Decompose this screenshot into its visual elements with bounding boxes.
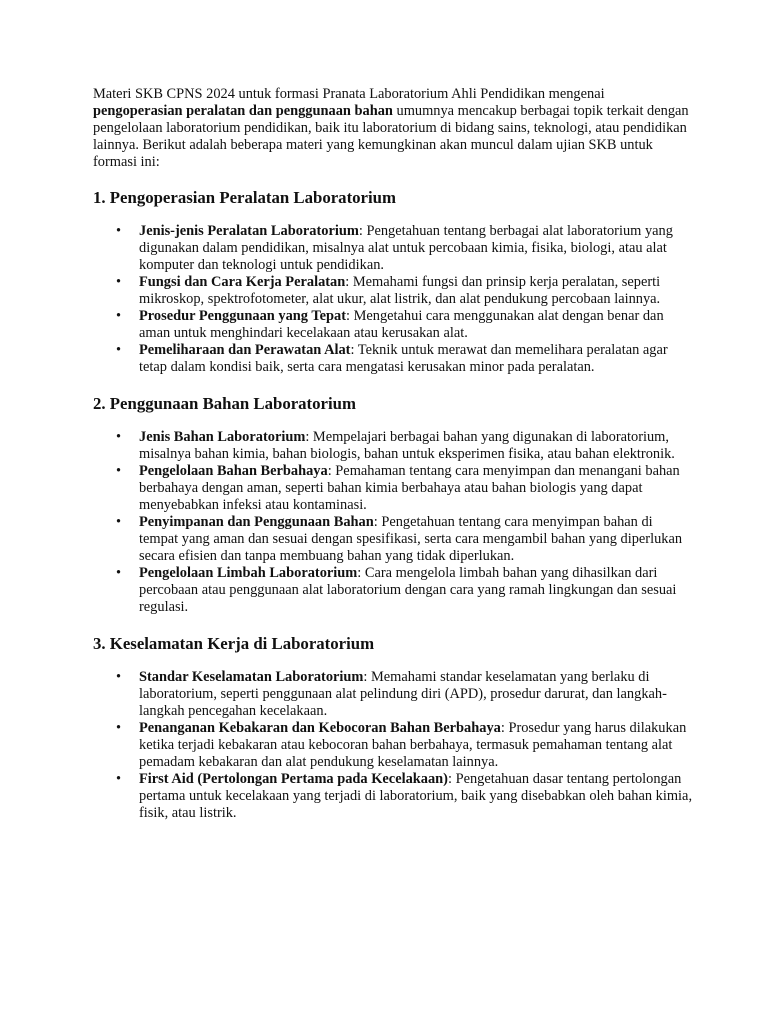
item-term: Penanganan Kebakaran dan Kebocoran Bahan Berbahaya bbox=[139, 720, 501, 736]
item-desc: : Pengetahuan tentang cara menyimpan bahan di tempat yang aman dan sesuai dengan spesifikasi, serta cara mengambil bahan yang diperlukan secara efisien dan tanpa membuang bahan yang tidak diperlukan. bbox=[139, 514, 683, 564]
item-term: Penyimpanan dan Penggunaan Bahan bbox=[139, 514, 374, 530]
section-heading-1: 1. Pengoperasian Peralatan Laboratorium bbox=[93, 188, 396, 207]
section-heading-2: 2. Penggunaan Bahan Laboratorium bbox=[93, 394, 356, 413]
list-item bbox=[116, 463, 693, 514]
bullet-icon: • bbox=[116, 342, 122, 358]
item-desc: : Memahami fungsi dan prinsip kerja peralatan, seperti mikroskop, spektrofotometer, alat ukur, alat listrik, dan alat pendukung percobaan lainnya. bbox=[139, 274, 661, 307]
bullet-icon: • bbox=[116, 223, 122, 239]
item-term: Jenis Bahan Laboratorium bbox=[139, 429, 306, 445]
bullet-icon: • bbox=[116, 771, 122, 787]
item-desc: : Memahami standar keselamatan yang berlaku di laboratorium, seperti penggunaan alat pelindung diri (APD), prosedur darurat, dan langkah-langkah pencegahan kecelakaan. bbox=[139, 669, 667, 719]
item-desc: : Prosedur yang harus dilakukan ketika terjadi kebakaran atau kebocoran bahan berbahaya, termasuk pemahaman tentang alat pemadam kebakaran dan alat pendukung keselamatan lainnya. bbox=[139, 720, 687, 770]
item-term: Prosedur Penggunaan yang Tepat bbox=[139, 308, 346, 324]
section-3-list bbox=[93, 669, 693, 822]
bullet-icon: • bbox=[116, 429, 122, 445]
list-item bbox=[116, 342, 693, 376]
list-item bbox=[116, 565, 693, 616]
bullet-icon: • bbox=[116, 565, 122, 581]
item-term: Fungsi dan Cara Kerja Peralatan bbox=[139, 274, 346, 290]
document-page bbox=[93, 86, 693, 822]
item-term: First Aid (Pertolongan Pertama pada Kecelakaan) bbox=[139, 771, 448, 787]
section-2-list bbox=[93, 429, 693, 616]
bullet-icon: • bbox=[116, 669, 122, 685]
bullet-icon: • bbox=[116, 720, 122, 736]
section-heading-3: 3. Keselamatan Kerja di Laboratorium bbox=[93, 634, 375, 653]
bullet-icon: • bbox=[116, 463, 122, 479]
list-item bbox=[116, 514, 693, 565]
item-term: Pengelolaan Bahan Berbahaya bbox=[139, 463, 328, 479]
item-term: Jenis-jenis Peralatan Laboratorium bbox=[139, 223, 359, 239]
item-desc: : Pengetahuan tentang berbagai alat laboratorium yang digunakan dalam pendidikan, misalnya alat untuk percobaan kimia, fisika, biologi, atau alat komputer dan teknologi untuk pendidikan. bbox=[139, 223, 673, 273]
section-1-list bbox=[93, 223, 693, 376]
item-term: Pemeliharaan dan Perawatan Alat bbox=[139, 342, 351, 358]
list-item bbox=[116, 429, 693, 463]
intro-paragraph bbox=[93, 86, 693, 171]
item-desc: : Pemahaman tentang cara menyimpan dan menangani bahan berbahaya dengan aman, seperti bahan kimia berbahaya atau bahan biologis yang dapat menyebabkan infeksi atau kontaminasi. bbox=[139, 463, 680, 513]
item-desc: : Pengetahuan dasar tentang pertolongan pertama untuk kecelakaan yang terjadi di laboratorium, baik yang disebabkan oleh bahan kimia, fisik, atau listrik. bbox=[139, 771, 693, 821]
list-item bbox=[116, 308, 693, 342]
bullet-icon: • bbox=[116, 274, 122, 290]
list-item bbox=[116, 274, 693, 308]
list-item bbox=[116, 720, 693, 771]
item-term: Pengelolaan Limbah Laboratorium bbox=[139, 565, 358, 581]
item-desc: : Teknik untuk merawat dan memelihara peralatan agar tetap dalam kondisi baik, serta cara mengatasi kerusakan minor pada peralatan. bbox=[139, 342, 668, 375]
item-desc: : Mempelajari berbagai bahan yang digunakan di laboratorium, misalnya bahan kimia, bahan biologis, bahan untuk eksperimen fisika, atau bahan elektronik. bbox=[139, 429, 675, 462]
list-item bbox=[116, 669, 693, 720]
list-item bbox=[116, 771, 693, 822]
intro-bold-phrase: pengoperasian peralatan dan penggunaan bahan bbox=[93, 103, 393, 119]
list-item bbox=[116, 223, 693, 274]
item-desc: : Cara mengelola limbah bahan yang dihasilkan dari percobaan atau penggunaan alat laboratorium dengan cara yang ramah lingkungan dan sesuai regulasi. bbox=[139, 565, 677, 615]
intro-text-start: Materi SKB CPNS 2024 untuk formasi Pranata Laboratorium Ahli Pendidikan mengenai bbox=[93, 86, 605, 102]
item-term: Standar Keselamatan Laboratorium bbox=[139, 669, 364, 685]
bullet-icon: • bbox=[116, 514, 122, 530]
intro-text-end: umumnya mencakup berbagai topik terkait dengan pengelolaan laboratorium pendidikan, baik itu laboratorium di bidang sains, teknologi, atau pendidikan lainnya. Berikut adalah beberapa materi yang kemungkinan akan muncul dalam ujian SKB untuk formasi ini: bbox=[93, 103, 689, 170]
item-desc: : Mengetahui cara menggunakan alat dengan benar dan aman untuk menghindari kecelakaan atau kerusakan alat. bbox=[139, 308, 664, 341]
bullet-icon: • bbox=[116, 308, 122, 324]
